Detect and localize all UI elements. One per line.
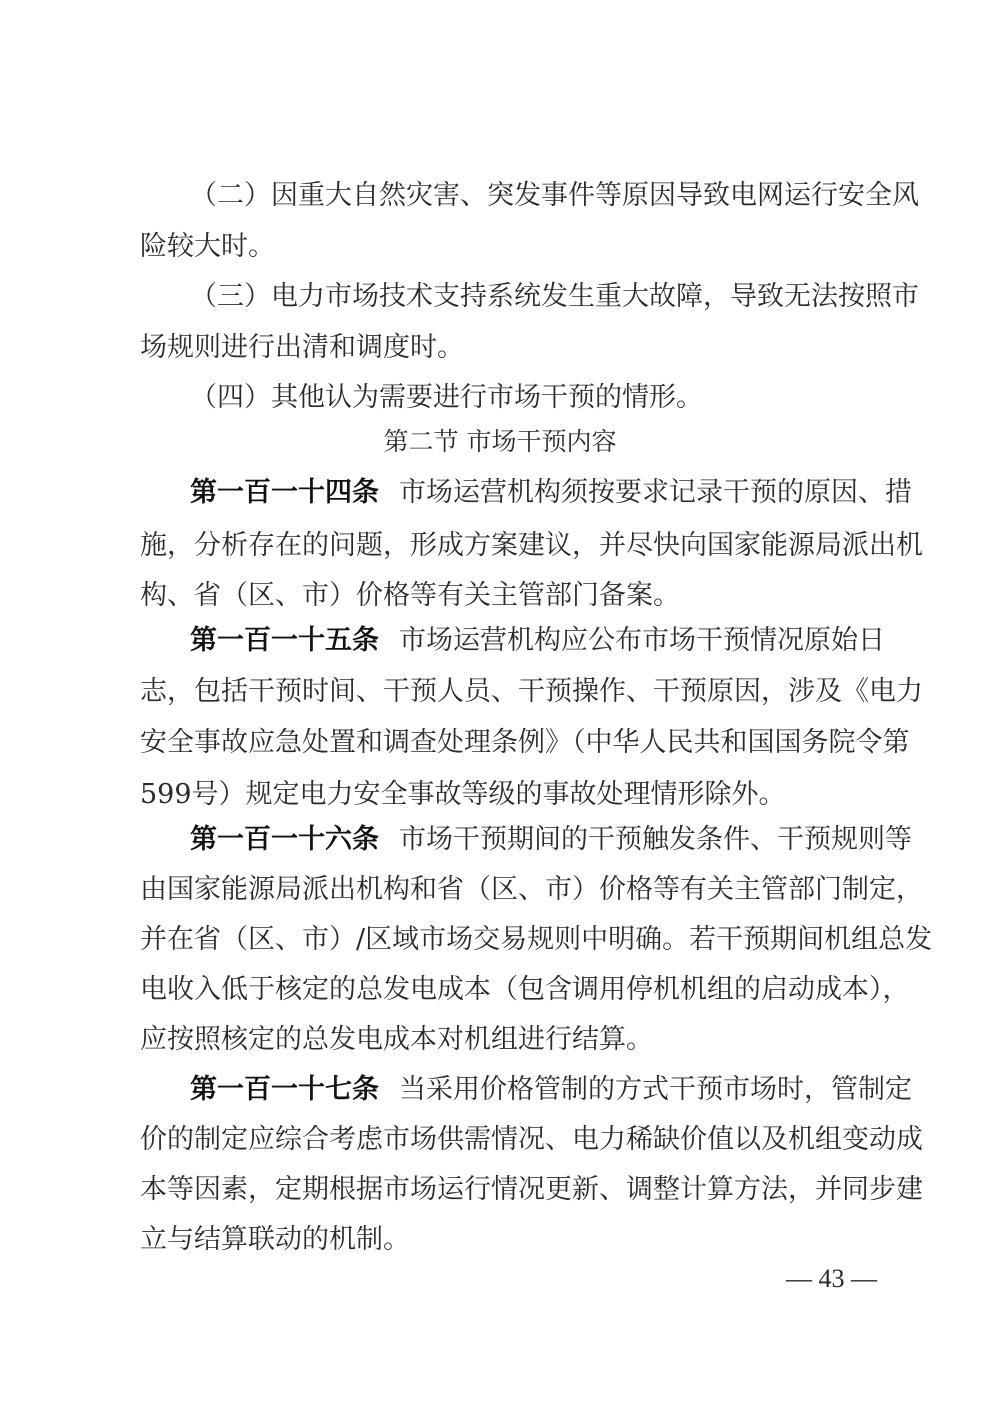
article-115-line: [140, 624, 885, 658]
text-line: 价的制定应综合考虑市场供需情况、电力稀缺价值以及机组变动成: [140, 1124, 923, 1155]
text: 市场运营机构须按要求记录干预的原因、措: [399, 477, 912, 508]
text-line: 由国家能源局派出机构和省（区、市）价格等有关主管部门制定，: [140, 874, 923, 905]
article-117-line: [140, 1073, 912, 1107]
text-line: 应按照核定的总发电成本对机组进行结算。: [140, 1024, 653, 1055]
text: 市场干预期间的干预触发条件、干预规则等: [399, 824, 912, 855]
text-line: （二）因重大自然灾害、突发事件等原因导致电网运行安全风: [190, 180, 919, 211]
page-number: — 43 —: [786, 1264, 877, 1293]
text-line: （四）其他认为需要进行市场干预的情形。: [190, 382, 703, 413]
text-line: 电收入低于核定的总发电成本（包含调用停机机组的启动成本），: [140, 974, 910, 1005]
article-label: 第一百一十七条: [190, 1074, 379, 1105]
text: 当采用价格管制的方式干预市场时，管制定: [399, 1074, 912, 1105]
text-line: 场规则进行出清和调度时。: [140, 332, 464, 363]
article-label: 第一百一十六条: [190, 824, 379, 855]
article-116-line: [140, 823, 912, 857]
text-line: 本等因素，定期根据市场运行情况更新、调整计算方法，并同步建: [140, 1174, 923, 1205]
text-line: 志，包括干预时间、干预人员、干预操作、干预原因，涉及《电力: [140, 676, 923, 707]
text-line: 施，分析存在的问题，形成方案建议，并尽快向国家能源局派出机: [140, 530, 923, 561]
text-line: 立与结算联动的机制。: [140, 1224, 410, 1255]
text-line: 安全事故应急处置和调查处理条例》（中华人民共和国国务院令第: [140, 727, 910, 758]
article-label: 第一百一十四条: [190, 477, 379, 508]
text: 市场运营机构应公布市场干预情况原始日: [399, 625, 885, 656]
article-label: 第一百一十五条: [190, 625, 379, 656]
text-line: 599号）规定电力安全事故等级的事故处理情形除外。: [140, 779, 786, 810]
text-line: 险较大时。: [140, 231, 275, 262]
text-line: 构、省（区、市）价格等有关主管部门备案。: [140, 580, 680, 611]
text-line: 并在省（区、市）/区域市场交易规则中明确。若干预期间机组总发: [140, 924, 933, 955]
article-114-line: [140, 476, 912, 510]
section-heading: 第二节 市场干预内容: [383, 427, 617, 456]
text-line: （三）电力市场技术支持系统发生重大故障，导致无法按照市: [190, 281, 919, 312]
